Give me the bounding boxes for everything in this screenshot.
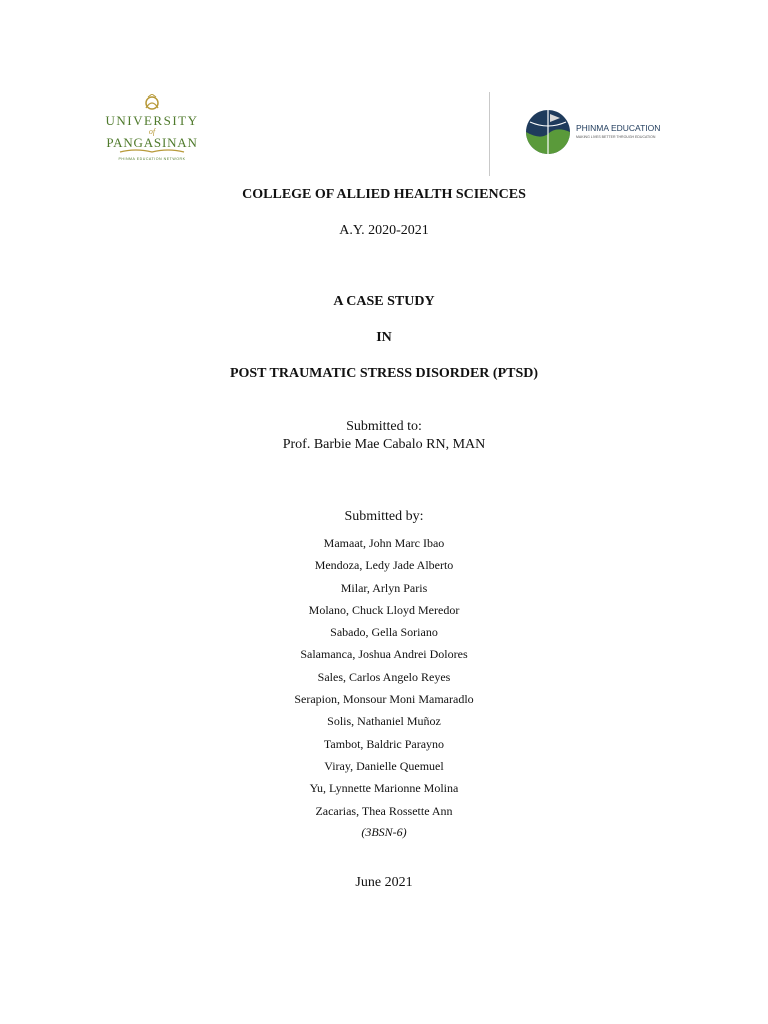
author-list [0, 534, 768, 824]
submission-date: June 2021 [355, 875, 413, 890]
book-icon [120, 150, 184, 152]
section-code: (3BSN-6) [361, 825, 407, 839]
submitted-to-label: Submitted to: [346, 419, 422, 434]
author-item: Zacarias, Thea Rossette Ann [315, 803, 453, 818]
phinma-globe-icon [526, 110, 570, 154]
author-item: Milar, Arlyn Paris [340, 580, 428, 595]
author-item: Tambot, Baldric Parayno [323, 736, 445, 751]
university-of-pangasinan-logo [90, 94, 214, 164]
submitted-to-name: Prof. Barbie Mae Cabalo RN, MAN [282, 437, 486, 452]
author-item: Salamanca, Joshua Andrei Dolores [300, 647, 468, 662]
title-line-3: POST TRAUMATIC STRESS DISORDER (PTSD) [229, 366, 539, 381]
author-item: Yu, Lynnette Marionne Molina [309, 781, 459, 796]
crest-icon [146, 94, 158, 109]
phinma-logo-tagline: MAKING LIVES BETTER THROUGH EDUCATION [576, 135, 656, 139]
college-name: COLLEGE OF ALLIED HEALTH SCIENCES [242, 187, 526, 202]
phinma-education-logo [520, 100, 680, 164]
title-line-1: A CASE STUDY [333, 294, 435, 309]
logo-divider [489, 92, 490, 176]
author-item: Sales, Carlos Angelo Reyes [317, 669, 451, 684]
phinma-logo-name: PHINMA EDUCATION [576, 123, 661, 133]
title-line-2: IN [376, 330, 392, 345]
logo-line-of: of [148, 127, 156, 136]
author-item: Mendoza, Ledy Jade Alberto [314, 558, 454, 573]
author-item: Viray, Danielle Quemuel [324, 758, 444, 773]
author-item: Sabado, Gella Soriano [330, 625, 438, 640]
author-item: Mamaat, John Marc Ibao [323, 536, 445, 550]
author-item: Serapion, Monsour Moni Mamaradlo [294, 692, 474, 707]
academic-year: A.Y. 2020-2021 [339, 223, 429, 238]
submitted-by-label: Submitted by: [344, 509, 424, 524]
logo-tagline: PHINMA EDUCATION NETWORK [118, 157, 186, 161]
logo-line-pangasinan: PANGASINAN [106, 135, 198, 150]
author-item: Solis, Nathaniel Muñoz [327, 714, 441, 729]
logo-line-university: UNIVERSITY [105, 113, 199, 128]
author-item: Molano, Chuck Lloyd Meredor [308, 602, 460, 617]
